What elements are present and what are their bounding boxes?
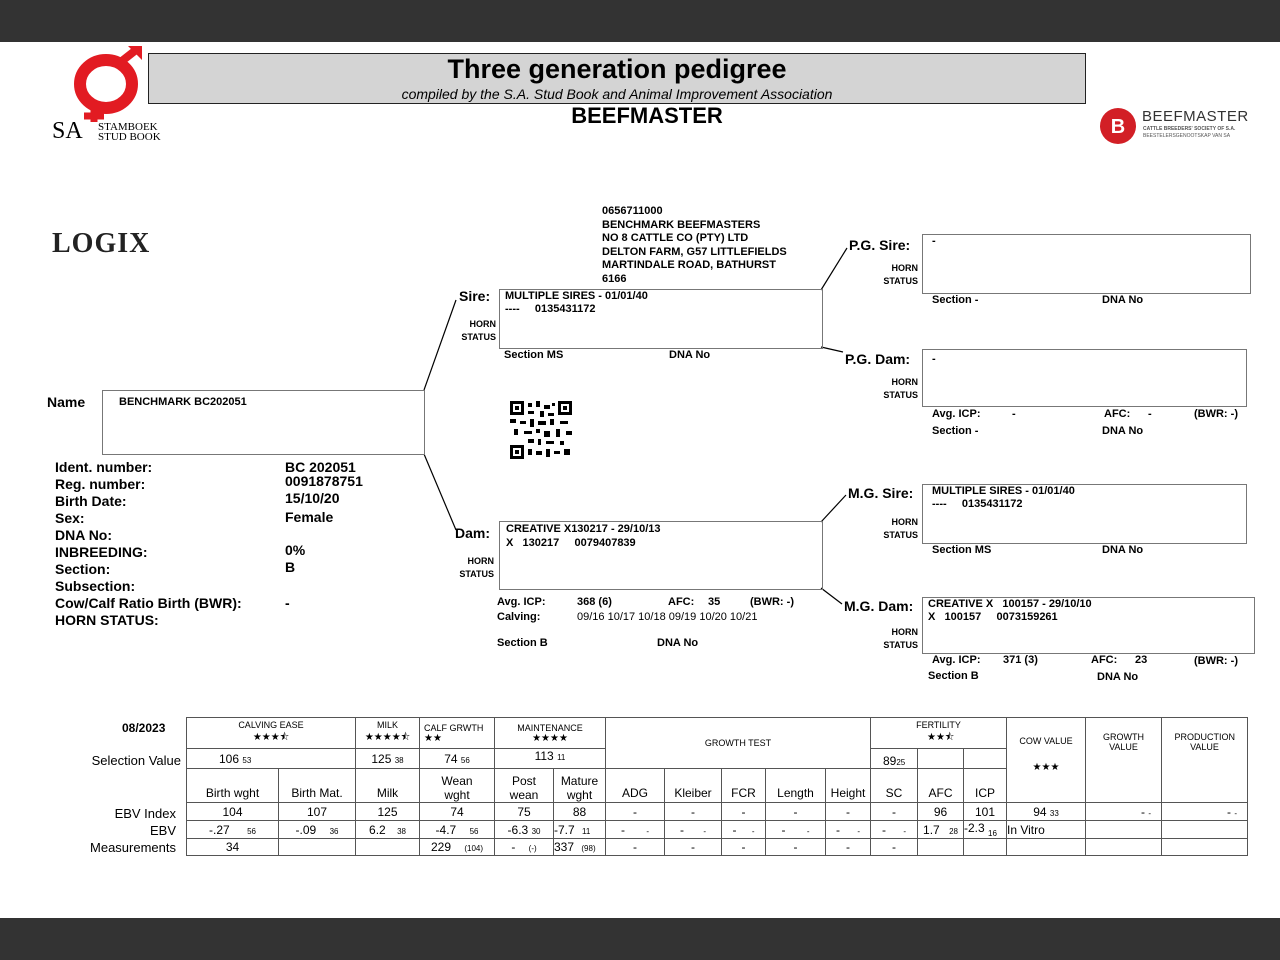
bottom-border [0,918,1280,960]
row-label-measurements: Measurements [90,840,176,855]
selection-maintenance: 113 11 [495,749,606,769]
breed-title: BEEFMASTER [571,103,723,128]
col-wean-wght: Wean wght [420,769,495,803]
selection-milk: 125 38 [356,749,420,769]
page-title: Three generation pedigree [447,54,787,84]
pg-sire-box [922,234,1251,294]
col-adg: ADG [606,769,665,803]
dam-calving-label: Calving: [497,611,541,623]
ebv-date: 08/2023 [122,721,166,735]
ebv-index-row: 104 107 125 74 75 88 - - - - - - 96 101 94 33 - - - - [187,803,1248,821]
connector-mg-dam [821,588,842,604]
pg-dam-label: P.G. Dam: [845,351,911,367]
beefmaster-society-logo: B BEEFMASTER CATTLE BREEDERS' SOCIETY OF S.A. BEESTELERSGENOOTSKAP VAN SA [1098,106,1258,146]
ebv-values-row: -.27 56 -.09 36 6.2 38 -4.7 56 -6.3 30 -7.7 11 - - - - - - - - - - - - 1.7 28 -2.3 $_{16}$ In Vitro [187,821,1248,839]
sire-section: Section MS [504,349,564,361]
pg-dam-afc: - [1148,408,1152,420]
col-mature-wght: Mature wght [554,769,606,803]
mg-dam-avg-icp: 371 (3) [1003,654,1038,666]
dam-section: Section B [497,637,548,649]
connector-pg-dam [821,347,843,352]
group-growth-value: GROWTH VALUE [1086,718,1162,803]
group-milk: MILK ★★★★⯪ [356,718,420,749]
pg-dam-section: Section - [932,425,979,437]
group-cow-value: COW VALUE ★★★ [1007,718,1086,803]
dam-bwr: (BWR: -) [750,596,794,608]
pg-dam-avg-icp: - [1012,408,1016,420]
animal-name: BENCHMARK BC202051 [119,396,247,408]
col-birth-mat: Birth Mat. [279,769,356,803]
row-label-selection: Selection Value [91,753,181,768]
sa-logo-text: STAMBOEK STUD BOOK [98,121,161,143]
col-sc: SC [871,769,918,803]
connector-pg-sire [821,248,847,290]
row-label-ebv: EBV [149,823,176,838]
pg-sire-details: - [932,235,936,247]
mg-dam-bwr: (BWR: -) [1194,655,1238,667]
connector-sire [424,300,456,390]
sire-dna: DNA No [669,349,711,361]
pg-dam-horn-status: HORN STATUS [883,377,918,400]
mg-dam-horn-status: HORN STATUS [883,627,918,650]
pg-sire-label: P.G. Sire: [849,237,911,253]
beefmaster-b-icon [1098,106,1138,146]
measurements-row: 34 229 (104) - (-) 337 (98) - - - - - - [187,839,1248,856]
top-border [0,0,1280,42]
col-height: Height [826,769,871,803]
pg-dam-dna: DNA No [1102,425,1144,437]
col-fcr: FCR [722,769,766,803]
pg-dam-details: - [932,353,936,365]
col-milk: Milk [356,769,420,803]
animal-info: Ident. number: BC 202051 Reg. number: 0091878751 Birth Date: 15/10/20 Sex: Female DNA No: INBREEDING: 0% Section: B Subsection: Cow/Calf Ratio Birth (BWR): - HORN STATUS: [55,459,363,628]
breeder-address: 0656711000 BENCHMARK BEEFMASTERS NO 8 CATTLE CO (PTY) LTD DELTON FARM, G57 LITTLEFIELDS MARTINDALE ROAD, BATHURST 6166 [602,205,787,285]
mg-sire-details: MULTIPLE SIRES - 01/01/40 ---- 0135431172 [932,485,1075,510]
mg-sire-label: M.G. Sire: [848,485,914,501]
sa-logo-prefix: SA [52,118,83,144]
name-label: Name [47,394,86,410]
dam-details: CREATIVE X130217 - 29/10/13 X 130217 0079407839 [506,523,661,549]
pg-sire-dna: DNA No [1102,294,1144,306]
row-label-index: EBV Index [114,806,176,821]
mg-sire-dna: DNA No [1102,544,1144,556]
group-production-value: PRODUCTION VALUE [1162,718,1248,803]
mg-dam-afc-label: AFC: [1091,654,1118,666]
sire-horn-status: HORN STATUS [461,319,496,342]
selection-fertility: 8925 [871,749,918,769]
col-icp: ICP [964,769,1007,803]
group-fertility: FERTILITY ★★⯪ [871,718,1007,749]
pg-sire-section: Section - [932,294,979,306]
dam-afc: 35 [708,596,721,608]
dam-label: Dam: [455,525,491,541]
col-length: Length [766,769,826,803]
pg-dam-bwr: (BWR: -) [1194,408,1238,420]
mg-dam-dna: DNA No [1097,671,1139,683]
group-calving-ease: CALVING EASE ★★★⯪ [187,718,356,749]
dam-calving: 09/16 10/17 10/18 09/19 10/20 10/21 [577,611,758,623]
mg-dam-details: CREATIVE X 100157 - 29/10/10 X 100157 0073159261 [928,598,1092,623]
pg-dam-avg-icp-label: Avg. ICP: [932,408,981,420]
group-calf-growth: CALF GRWTH ★★ [420,718,495,749]
mg-sire-section: Section MS [932,544,992,556]
col-afc: AFC [918,769,964,803]
dam-avg-icp: 368 (6) [577,596,612,608]
sire-label: Sire: [459,288,491,304]
dam-avg-icp-label: Avg. ICP: [497,596,546,608]
dam-dna: DNA No [657,637,699,649]
mg-dam-avg-icp-label: Avg. ICP: [932,654,981,666]
svg-text:B: B [1110,116,1126,138]
qr-code-icon [510,401,572,459]
selection-calving: 106 53 [187,749,356,769]
pg-dam-box [922,349,1247,407]
logix-logo: LOGIX [52,228,151,259]
pg-dam-afc-label: AFC: [1104,408,1131,420]
dam-afc-label: AFC: [668,596,695,608]
group-growth-test: GROWTH TEST [606,718,871,769]
mg-dam-section: Section B [928,670,979,682]
selection-calf-growth: 74 56 [420,749,495,769]
connector-dam [424,454,456,530]
group-maintenance: MAINTENANCE ★★★★ [495,718,606,749]
col-post-wean: Post wean [495,769,554,803]
mg-sire-horn-status: HORN STATUS [883,517,918,540]
sire-details: MULTIPLE SIRES - 01/01/40 ---- 0135431172 [505,290,648,315]
dam-horn-status: HORN STATUS [459,556,494,579]
col-kleiber: Kleiber [665,769,722,803]
col-birth-wght: Birth wght [187,769,279,803]
mg-dam-afc: 23 [1135,654,1148,666]
page-subtitle: compiled by the S.A. Stud Book and Animal Improvement Association [401,86,833,102]
connector-mg-sire [821,495,846,522]
mg-dam-label: M.G. Dam: [844,598,914,614]
ebv-table [186,717,1248,856]
pg-sire-horn-status: HORN STATUS [883,263,918,286]
